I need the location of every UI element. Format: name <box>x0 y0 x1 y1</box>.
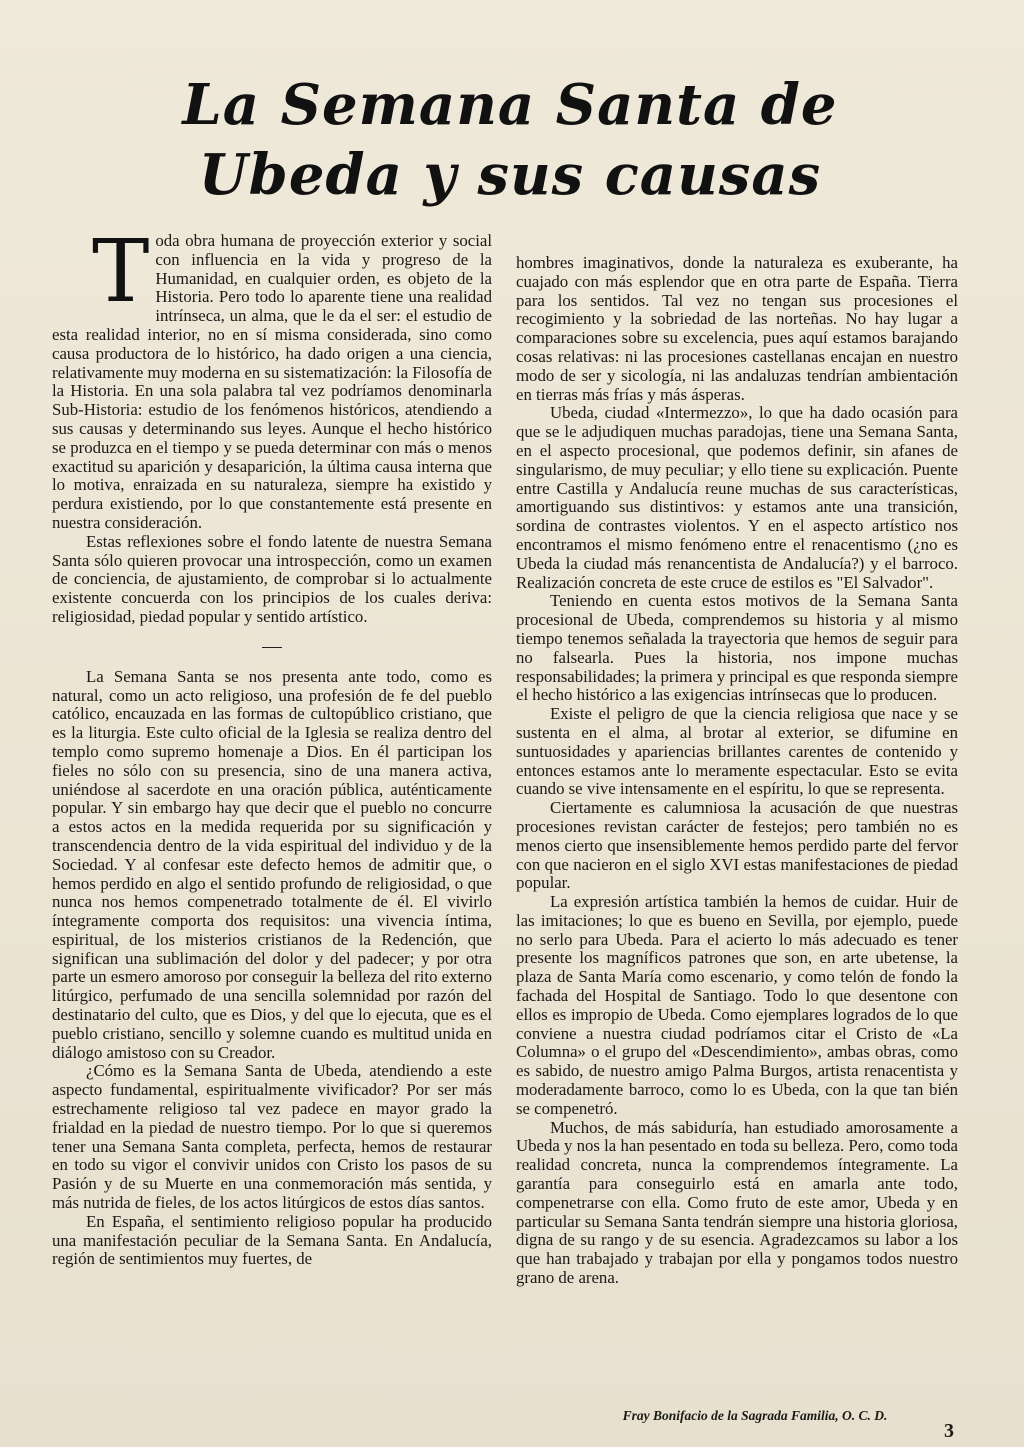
section-divider <box>262 647 282 648</box>
paragraph: Teniendo en cuenta estos motivos de la Semana Santa procesional de Ubeda, comprendemos su historia y al mismo tiempo tenemos señalada la trayectoria que hemos de seguir para no falsearla. Pues la historia, nos impone muchas responsabilidades; la primera y principal es que responda siempre el hecho histórico a las exigencias intrínsecas que lo producen. <box>516 591 958 705</box>
paragraph: En España, el sentimiento religioso popular ha producido una manifestación peculiar de la Semana Santa. En Andalucía, región de sentimientos muy fuertes, de <box>52 1211 492 1269</box>
paragraph: Existe el peligro de que la ciencia religiosa que nace y se sustenta en el alma, al brotar al exterior, se difumine en suntuosidades y apariencias brillantes carentes de contenido y entonces estamos ante lo meramente espectacular. Esto se evita cuando se vive intensamente en el espíritu, lo que se representa. <box>516 704 958 799</box>
page-number: 3 <box>944 1420 954 1442</box>
paragraph-text: oda obra humana de proyección exterior y social con influencia en la vida y progreso de la Humanidad, en cualquier orden, es objeto de la Historia. Pero todo lo aparente tiene una realidad intrínseca, un alma, que le da el ser: el estudio de esta realidad interior, no en sí misma considerada, sino como causa productora de lo histórico, ha dado origen a una ciencia, relativamente muy moderna en su sistematización: la Filosofía de la Historia. En una sola palabra tal vez podríamos denominarla Sub-Historia: estudio de los fenómenos históricos, atendiendo a sus causas y determinando sus leyes. Aunque el hecho histórico se produzca en el tiempo y se pueda determinar con más o menos exactitud su aparición y desaparición, la última causa interna que lo motiva, enraizada en su naturaleza, siempre ha existido y perdura existiendo, por lo que constantemente está presente en nuestra consideración. <box>52 231 492 532</box>
paragraph: Estas reflexiones sobre el fondo latente de nuestra Semana Santa sólo quieren provocar una introspección, como un examen de conciencia, de ajustamiento, de comprobar si lo actualmente existente concuerda con los principios de los cuales deriva: religiosidad, piedad popular y sentido artístico. <box>52 531 492 626</box>
left-column <box>52 222 492 1269</box>
paragraph: Muchos, de más sabiduría, han estudiado amorosamente a Ubeda y nos la han pesentado en toda su belleza. Pero, como toda realidad concreta, nunca la comprendemos íntegramente. La garantía para conseguirlo está en amarla ante todo, compenetrarse con ella. Como fruto de este amor, Ubeda y en particular su Semana Santa tendrán siempre una historia gloriosa, digna de su rango y de su esencia. Agradezcamos su labor a los que han trabajado y trabajan por ella y pongamos todos nuestro grano de arena. <box>516 1117 958 1288</box>
paragraph: Ubeda, ciudad «Intermezzo», lo que ha dado ocasión para que se le adjudiquen muchas paradojas, tiene una Semana Santa, en el aspecto procesional, que podemos definir, sin afanes de singularismo, de muy peculiar; y ello tiene su explicación. Puente entre Castilla y Andalucía reune muchas de sus características, amortiguando sus distintivos: y estamos ante una transición, sordina de contrastes violentos. Y en el aspecto artístico nos encontramos el mismo fenómeno entre el renacentismo (¿no es Ubeda la ciudad más renancentista de Andalucía?) y el barroco. Realización concreta de este cruce de estilos es "El Salvador". <box>516 403 958 592</box>
paragraph: ¿Cómo es la Semana Santa de Ubeda, atendiendo a este aspecto fundamental, espiritualmente vivificador? Por ser más estrechamente religioso tal vez padece en mayor grado la frialdad en la piedad de nuestro tiempo. Por lo que si queremos tener una Semana Santa completa, perfecta, hemos de restaurar en todo su vigor el convivir unidos con Cristo los pasos de su Pasión y de su Muerte en una conmemoración más sentida, y más nutrida de fieles, de los actos litúrgicos de estos días santos. <box>52 1061 492 1213</box>
paragraph: La expresión artística también la hemos de cuidar. Huir de las imitaciones; lo que es bueno en Sevilla, por ejemplo, puede no serlo para Ubeda. Para el acierto lo más adecuado es tener presente los magníficos patrones que son, en arte ubetense, la plaza de Santa María como escenario, y como telón de fondo la fachada del Hospital de Santiago. Todo lo que desentone con ellos es impropio de Ubeda. Como ejemplares logrados de lo que conviene a nuestra ciudad podríamos citar el Cristo de «La Columna» o el grupo del «Descendimiento», ambas obras, como es sabido, de nuestro amigo Palma Burgos, artista renacentista y moderadamente barroco, como lo es Ubeda, con la que tan bién se compenetró. <box>516 892 958 1118</box>
article-title <box>150 70 870 210</box>
title-line-2: Ubeda y sus causas <box>198 142 822 208</box>
title-line-1: La Semana Santa de <box>182 72 838 138</box>
right-column <box>516 254 958 1288</box>
paragraph: La Semana Santa se nos presenta ante todo, como es natural, como un acto religioso, una profesión de fe del pueblo católico, encauzada en las formas de cultopúblico cristiano, que es la liturgia. Este culto oficial de la Iglesia se realiza dentro del templo como supremo homenaje a Dios. En él participan los fieles no sólo con su presencia, sino de una manera activa, uniéndose al sacerdote en una oración pública, auténticamente popular. Y sin embargo hay que decir que el pueblo no concurre a estos actos en la medida requerida por su significación y transcendencia dentro de la vida espiritual del individuo y de la Sociedad. Y al confesar este defecto hemos de admitir que, o hemos perdido en algo el sentido profundo de religiosidad, o que nunca nos hemos compenetrado totalmente de él. El vivirlo íntegramente comporta dos requisitos: una vivencia íntima, espiritual, de los misterios cristianos de la Redención, que significan una sublimación del dolor y del padecer; y por otra parte un esmero amoroso por conseguir la belleza del rito externo litúrgico, perfumado de una sencilla solemnidad por razón del destinatario del culto, que es Dios, y del que lo ejecuta, que es el pueblo cristiano, sencillo y solemne cuando es multitud unida en diálogo amistoso con su Creador. <box>52 666 492 1062</box>
paragraph <box>52 222 492 533</box>
author-signature: Fray Bonifacio de la Sagrada Familia, O. C. D. <box>622 1408 888 1423</box>
drop-cap: T <box>92 222 150 322</box>
paragraph: Ciertamente es calumniosa la acusación de que nuestras procesiones revistan carácter de festejos; pero también no es menos cierto que insensiblemente hemos perdido parte del fervor con que nacieron en el siglo XVI estas manifestaciones de piedad popular. <box>516 798 958 893</box>
paragraph: hombres imaginativos, donde la naturaleza es exuberante, ha cuajado con más esplendor que en otra parte de España. Tierra para los sentidos. Tal vez no tengan sus procesiones el recogimiento y la sobriedad de las norteñas. No hay lugar a comparaciones sobre su excelencia, pues aquí estamos barajando cosas relativas: ni las procesiones castellanas encajan en nuestro modo de ser y sicología, ni las andaluzas tendrían ambientación en tierras más frías y más ásperas. <box>516 253 958 404</box>
